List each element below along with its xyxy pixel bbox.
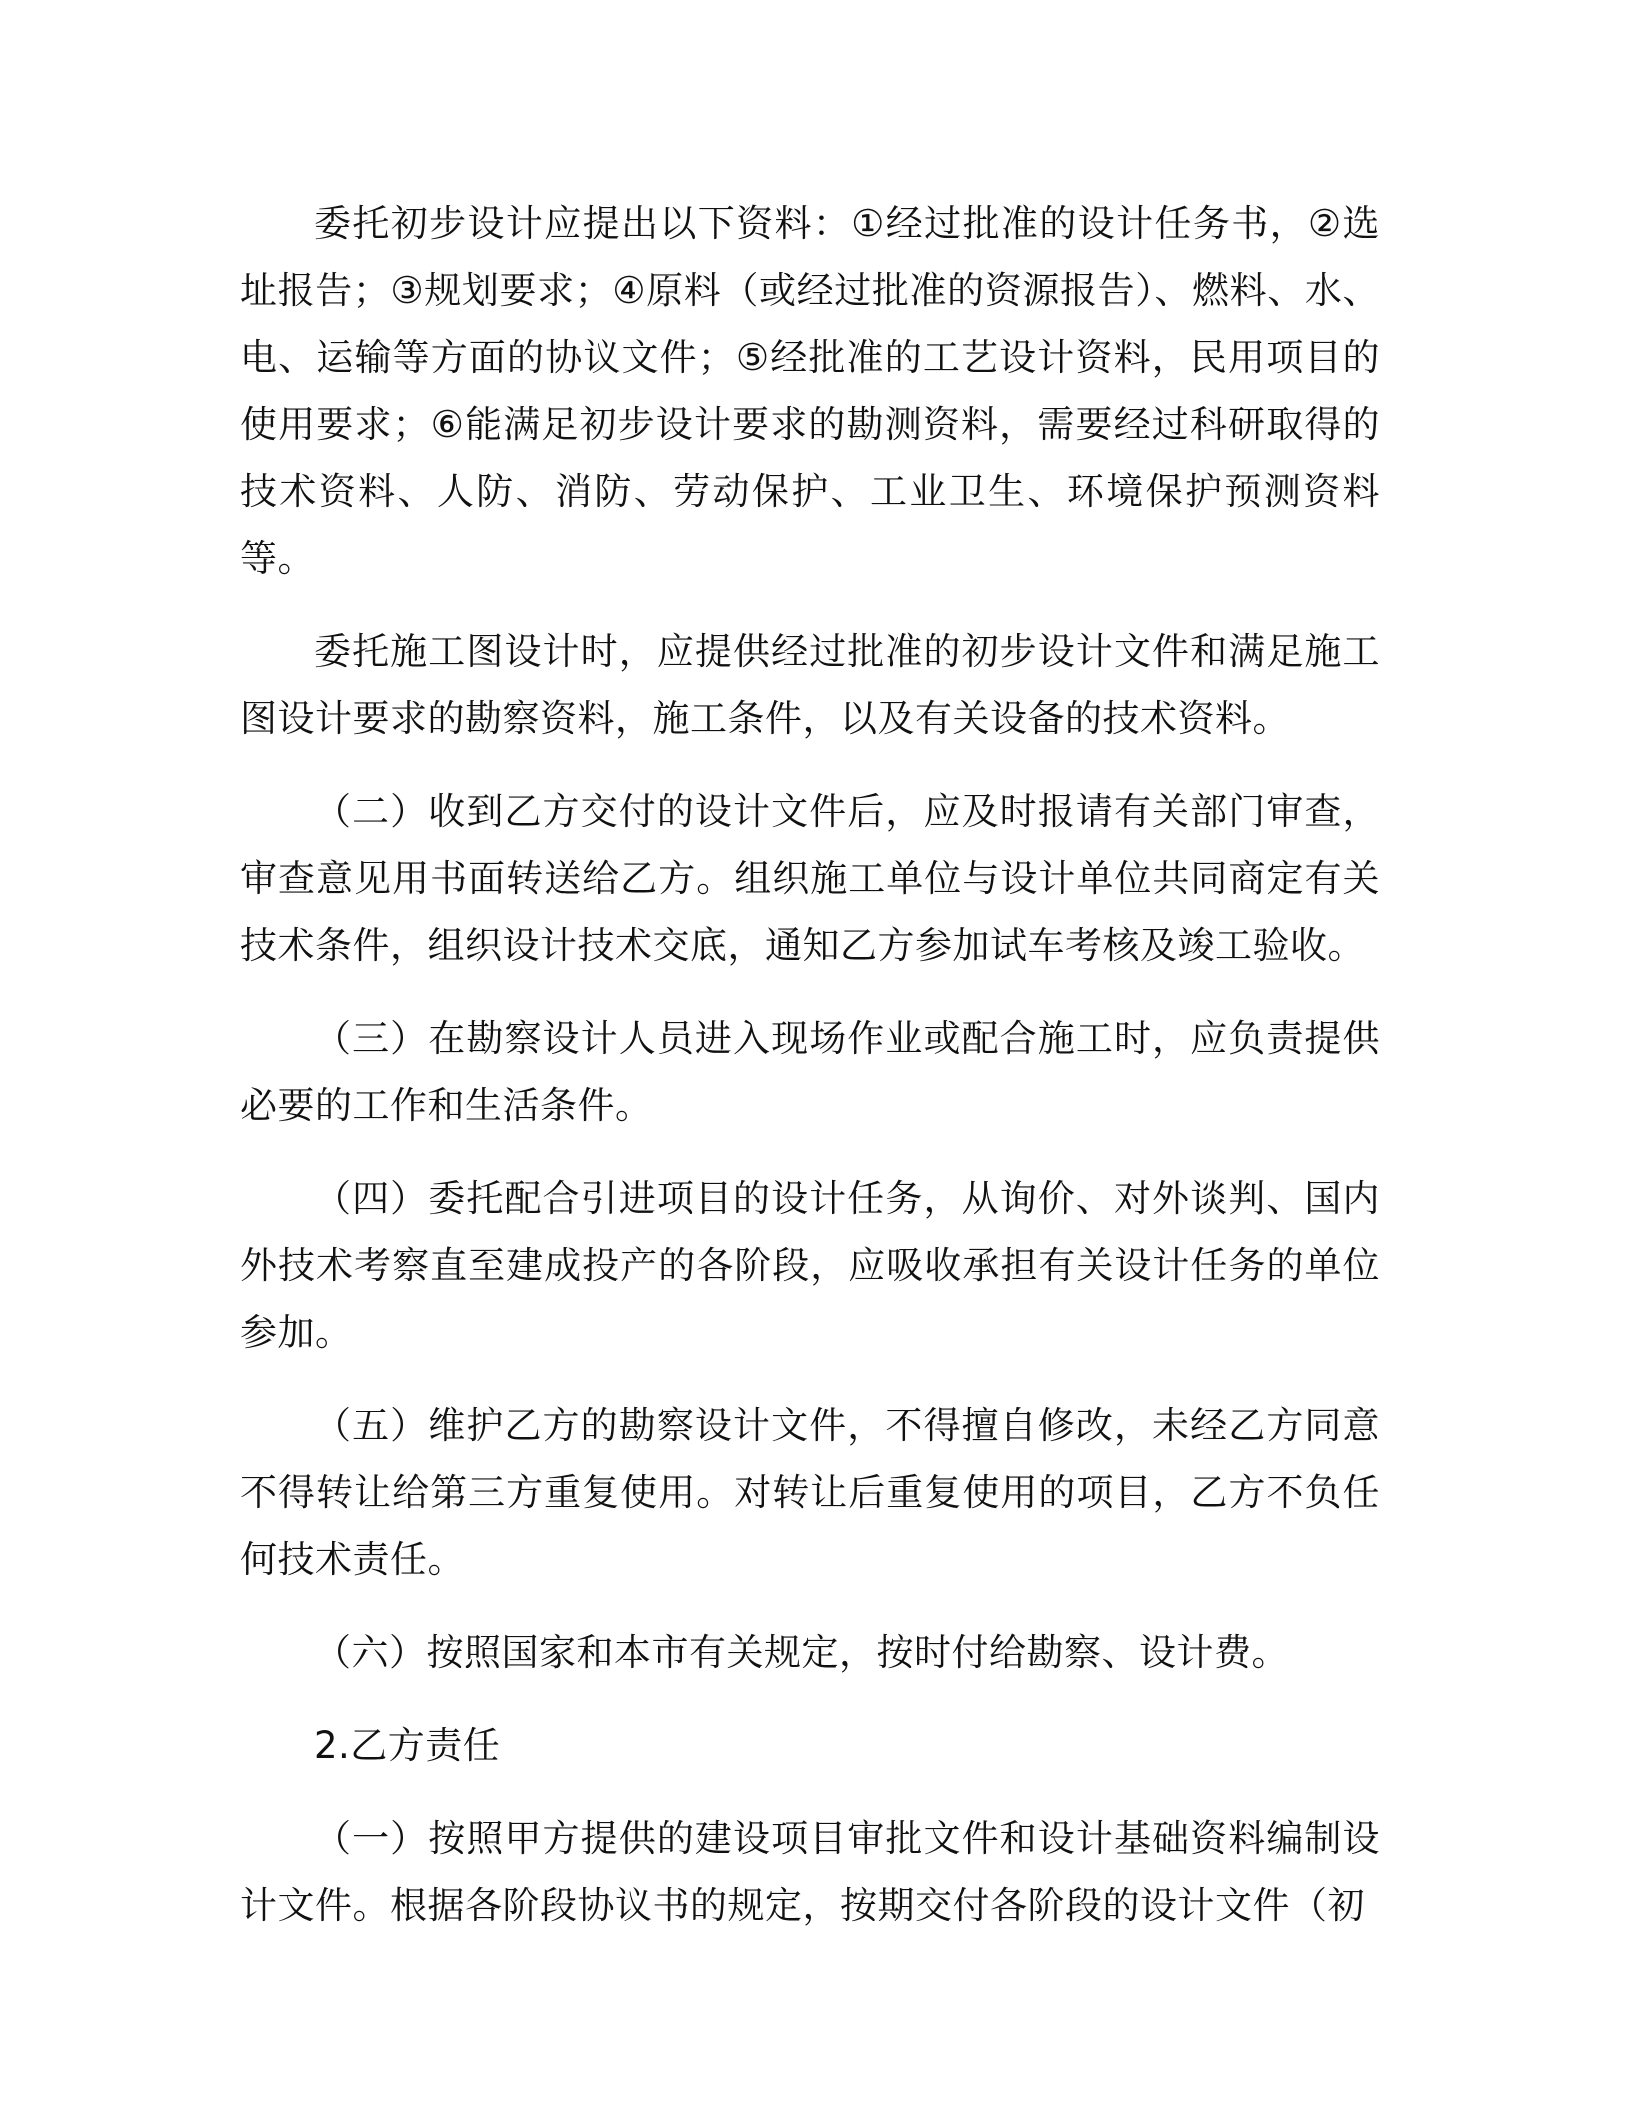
paragraph-item-6: （六）按照国家和本市有关规定，按时付给勘察、设计费。	[314, 1631, 1289, 1674]
paragraph-item-5: （五）维护乙方的勘察设计文件，不得擅自修改，未经乙方同意不得转让给第三方重复使用。对转让后重复使用的项目，乙方不负任何技术责任。	[240, 1404, 1380, 1581]
document-body	[240, 190, 1380, 1965]
paragraph-item-4: （四）委托配合引进项目的设计任务，从询价、对外谈判、国内外技术考察直至建成投产的各阶段，应吸收承担有关设计任务的单位参加。	[240, 1177, 1380, 1354]
paragraph-item-2: （二）收到乙方交付的设计文件后，应及时报请有关部门审查，审查意见用书面转送给乙方。组织施工单位与设计单位共同商定有关技术条件，组织设计技术交底，通知乙方参加试车考核及竣工验收。	[240, 790, 1380, 967]
paragraph-construction-drawing-design: 委托施工图设计时，应提供经过批准的初步设计文件和满足施工图设计要求的勘察资料，施工条件，以及有关设备的技术资料。	[240, 630, 1380, 740]
paragraph-party-b-item-1: （一）按照甲方提供的建设项目审批文件和设计基础资料编制设计文件。根据各阶段协议书的规定，按期交付各阶段的设计文件（初	[240, 1817, 1380, 1927]
paragraph-item-3: （三）在勘察设计人员进入现场作业或配合施工时，应负责提供必要的工作和生活条件。	[240, 1017, 1380, 1127]
paragraph-preliminary-design-materials: 委托初步设计应提出以下资料：①经过批准的设计任务书，②选址报告；③规划要求；④原料（或经过批准的资源报告）、燃料、水、电、运输等方面的协议文件；⑤经批准的工艺设计资料，民用项目的使用要求；⑥能满足初步设计要求的勘测资料，需要经过科研取得的技术资料、人防、消防、劳动保护、工业卫生、环境保护预测资料等。	[240, 202, 1380, 580]
section-heading-party-b-responsibility: 2.乙方责任	[314, 1724, 501, 1767]
